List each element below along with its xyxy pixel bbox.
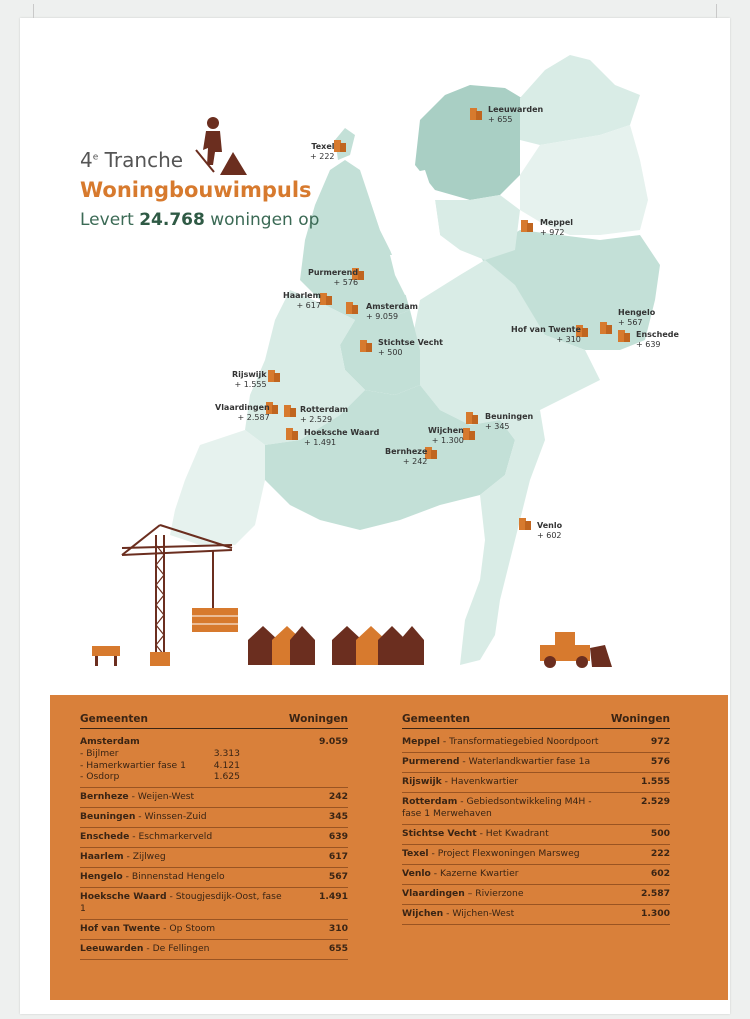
city-count: + 345 [485, 422, 510, 431]
row-label [402, 776, 518, 788]
row-label [80, 891, 290, 915]
table-row [402, 793, 670, 825]
city-count: + 655 [488, 115, 513, 124]
table-row [402, 773, 670, 793]
city-label-beuningen [485, 412, 533, 432]
row-label [80, 871, 225, 883]
project-name: - Winssen-Zuid [135, 810, 207, 822]
city-name: Enschede [636, 330, 679, 339]
row-label [80, 736, 240, 783]
project-name: - Het Kwadrant [476, 828, 549, 839]
city-label-purmerend [308, 268, 358, 288]
city-label-leeuwarden [488, 105, 543, 125]
provinces [170, 55, 660, 665]
city-label-wijchen [428, 426, 464, 446]
city-count: + 222 [310, 152, 335, 161]
municipality-name: Hoeksche Waard [80, 890, 167, 902]
crane-illustration [122, 525, 232, 666]
row-value: 972 [650, 736, 670, 747]
building-icon [521, 220, 533, 232]
row-value: 639 [328, 830, 348, 842]
city-name: Stichtse Vecht [378, 338, 444, 347]
sub-project-value: 4.121 [213, 759, 240, 771]
city-count: + 1.555 [234, 380, 267, 389]
project-name: - Wijchen-West [443, 908, 515, 919]
project-name: - Weijen-West [128, 790, 195, 802]
barrier-illustration [92, 646, 120, 666]
sub-project-row [80, 771, 240, 783]
city-label-vlaardingen [215, 403, 270, 423]
city-name: Hof van Twente [511, 325, 581, 334]
row-value: 2.587 [640, 888, 670, 899]
city-name: Amsterdam [366, 302, 418, 311]
tranche-label: 4e Tranche [80, 148, 184, 172]
table-row [80, 733, 348, 788]
row-value: 602 [650, 868, 670, 879]
row-value: 2.529 [640, 796, 670, 807]
row-value: 222 [650, 848, 670, 859]
table-row [402, 845, 670, 865]
header-gemeenten: Gemeenten [80, 713, 149, 725]
table-row [402, 865, 670, 885]
municipality-name: Purmerend [402, 756, 460, 767]
municipality-name: Amsterdam [80, 736, 140, 747]
table-right-column [402, 713, 670, 925]
table-row [80, 848, 348, 868]
sub-project-row [80, 748, 240, 760]
city-label-enschede [636, 330, 679, 350]
project-name: - Binnenstad Hengelo [122, 870, 225, 882]
city-label-hengelo [618, 308, 655, 328]
row-value: 576 [650, 756, 670, 767]
city-name: Haarlem [283, 291, 321, 300]
row-label [80, 831, 212, 843]
city-name: Purmerend [308, 268, 359, 277]
city-count: + 1.491 [304, 438, 337, 447]
city-name: Vlaardingen [215, 403, 270, 412]
row-label [402, 828, 549, 840]
city-name: Texel [311, 142, 335, 151]
municipality-name: Meppel [402, 736, 440, 747]
municipality-name: Haarlem [80, 850, 124, 862]
municipality-name: Stichtse Vecht [402, 828, 477, 839]
city-label-stichtse-vecht [378, 338, 443, 358]
city-name: Wijchen [428, 426, 464, 435]
city-label-haarlem [283, 291, 321, 311]
project-name: - Op Stoom [160, 922, 216, 934]
city-label-bernheze [385, 447, 427, 467]
municipality-name: Enschede [80, 830, 130, 842]
page-subtitle: Levert 24.768 woningen op [80, 210, 320, 230]
row-value: 345 [328, 810, 348, 822]
project-name: - Gebiedsontwikkeling M4H - fase 1 Merwehaven [402, 796, 592, 819]
city-name: Rijswijk [232, 370, 267, 379]
table-row [402, 733, 670, 753]
row-label [402, 736, 599, 748]
table-row [80, 808, 348, 828]
project-name: - De Fellingen [143, 942, 210, 954]
row-value: 655 [328, 942, 348, 954]
table-row [402, 825, 670, 845]
city-label-rijswijk [232, 370, 267, 390]
sub-project-row [80, 760, 240, 772]
row-label [402, 848, 580, 860]
sub-project-label: - Osdorp [80, 771, 120, 782]
project-name: - Eschmarkerveld [129, 830, 213, 842]
row-label [80, 791, 194, 803]
row-value: 9.059 [318, 736, 348, 747]
project-name: - Zijlweg [123, 850, 166, 862]
table-row [80, 888, 348, 920]
city-label-texel [310, 142, 335, 162]
table-header [80, 713, 348, 729]
row-value: 500 [650, 828, 670, 839]
municipality-name: Venlo [402, 868, 431, 879]
houses-illustration [248, 626, 424, 665]
row-label [402, 908, 514, 920]
bulldozer-illustration [540, 632, 612, 668]
city-name: Venlo [537, 521, 563, 530]
row-value: 617 [328, 850, 348, 862]
title-block [80, 148, 319, 230]
city-name: Meppel [540, 218, 574, 227]
city-count: + 1.300 [431, 436, 464, 445]
city-name: Rotterdam [300, 405, 349, 414]
building-icon [519, 518, 531, 530]
sub-project-value: 1.625 [213, 771, 240, 782]
table-row [80, 788, 348, 808]
row-value: 242 [328, 790, 348, 802]
table-header [402, 713, 670, 729]
city-label-hof-van-twente [511, 325, 581, 345]
project-name: - Project Flexwoningen Marsweg [428, 848, 580, 859]
project-name: - Havenkwartier [441, 776, 519, 787]
table-left-column [80, 713, 348, 960]
municipality-name: Hengelo [80, 870, 123, 882]
project-name: - Stougjesdijk-Oost, fase 1 [80, 890, 282, 914]
city-count: + 310 [556, 335, 581, 344]
city-count: + 617 [296, 301, 321, 310]
table-row [80, 940, 348, 960]
sub-project-label: - Bijlmer [80, 748, 119, 759]
city-count: + 639 [636, 340, 661, 349]
city-label-hoeksche-waard [304, 428, 379, 448]
project-name: - Kazerne Kwartier [430, 868, 519, 879]
header-gemeenten: Gemeenten [402, 713, 471, 725]
city-name: Beuningen [485, 412, 534, 421]
row-label [402, 868, 519, 880]
city-label-venlo [537, 521, 562, 541]
city-count: + 500 [378, 348, 403, 357]
row-label [402, 796, 612, 820]
project-name: – Rivierzone [464, 888, 524, 899]
municipality-name: Leeuwarden [80, 942, 144, 954]
table-row [80, 828, 348, 848]
table-row [402, 885, 670, 905]
sub-project-value: 3.313 [213, 748, 240, 759]
row-value: 1.491 [318, 890, 348, 902]
province-friesland [415, 85, 525, 200]
table-row [80, 920, 348, 940]
row-label [402, 756, 590, 768]
municipality-name: Wijchen [402, 908, 444, 919]
city-count: + 2.587 [237, 413, 270, 422]
city-label-amsterdam [366, 302, 418, 322]
city-count: + 602 [537, 531, 562, 540]
city-count: + 9.059 [366, 312, 399, 321]
sub-project-label: - Hamerkwartier fase 1 [80, 759, 186, 771]
province-zeeland [170, 430, 265, 545]
header-woningen: Woningen [610, 713, 670, 725]
row-label [402, 888, 524, 900]
city-count: + 972 [540, 228, 565, 237]
city-name: Hoeksche Waard [304, 428, 380, 437]
project-name: - Waterlandkwartier fase 1a [459, 756, 591, 767]
page-title: Woningbouwimpuls [80, 178, 312, 202]
city-count: + 567 [618, 318, 643, 327]
row-label [80, 851, 166, 863]
city-label-rotterdam [300, 405, 348, 425]
row-value: 1.300 [640, 908, 670, 919]
municipality-name: Hof van Twente [80, 922, 161, 934]
crate-illustration [192, 608, 238, 632]
municipality-name: Vlaardingen [402, 888, 465, 899]
row-label [80, 811, 207, 823]
row-value: 567 [328, 870, 348, 882]
city-name: Hengelo [618, 308, 656, 317]
row-value: 310 [328, 922, 348, 934]
table-row [402, 905, 670, 925]
city-name: Leeuwarden [488, 105, 544, 114]
municipality-name: Bernheze [80, 790, 129, 802]
municipality-name: Rotterdam [402, 796, 458, 807]
table-row [402, 753, 670, 773]
municipalities-table-panel [50, 695, 728, 1000]
municipality-name: Rijswijk [402, 776, 442, 787]
city-count: + 576 [333, 278, 359, 287]
city-count: + 2.529 [300, 415, 333, 424]
city-count: + 242 [402, 457, 428, 466]
row-label [80, 923, 215, 935]
project-name: - Transformatiegebied Noordpoort [439, 736, 599, 747]
municipality-name: Beuningen [80, 810, 136, 822]
city-label-meppel [540, 218, 573, 238]
municipality-name: Texel [402, 848, 429, 859]
city-name: Bernheze [385, 447, 428, 456]
row-label [80, 943, 209, 955]
header-woningen: Woningen [288, 713, 348, 725]
table-row [80, 868, 348, 888]
row-value: 1.555 [640, 776, 670, 787]
